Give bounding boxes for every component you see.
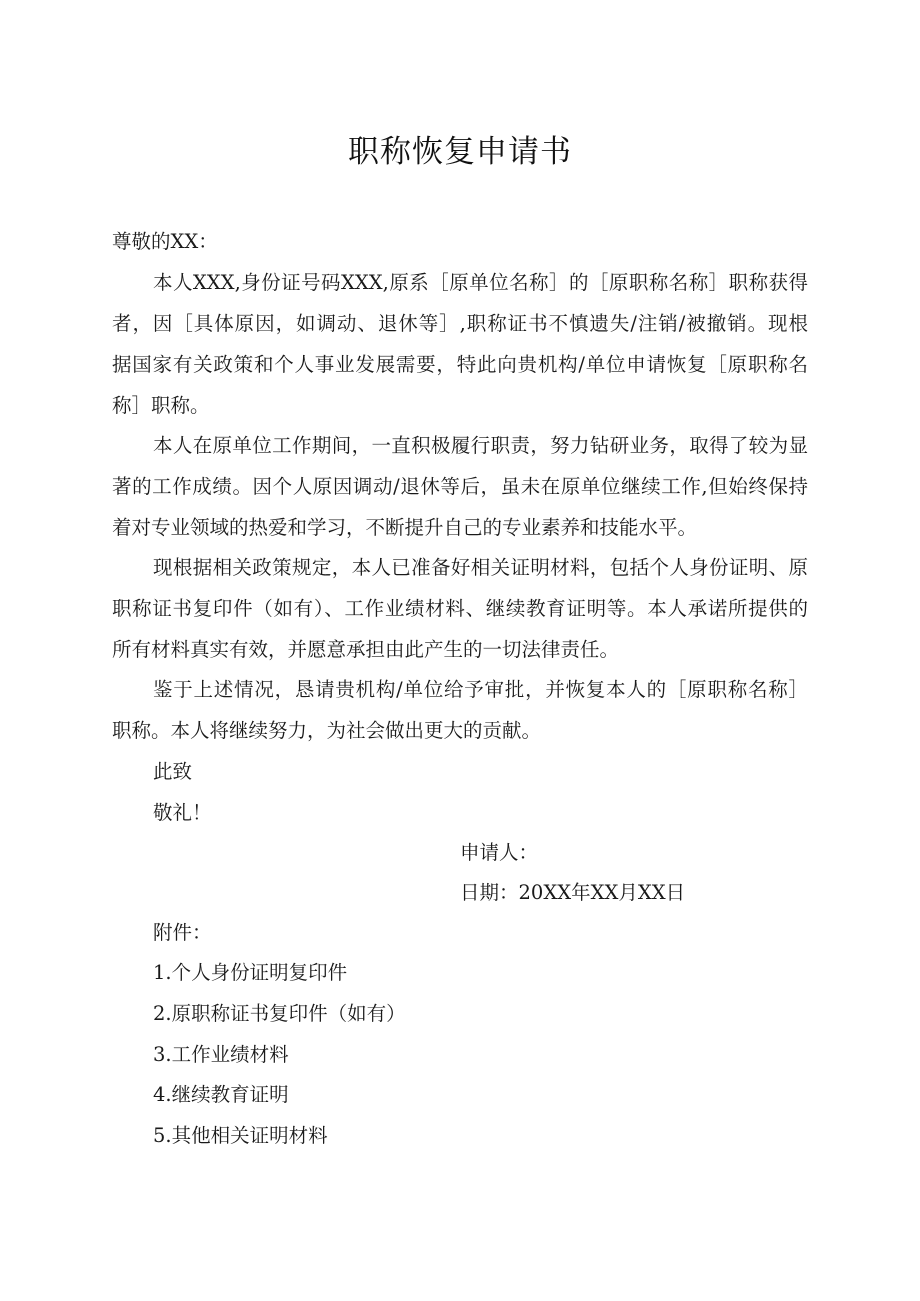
attachment-item-4: 4.继续教育证明 — [153, 1083, 289, 1106]
paragraph-2-line-3: 着对专业领域的热爱和学习，不断提升自己的专业素养和技能水平。 — [112, 516, 698, 539]
paragraph-3-line-3: 所有材料真实有效，并愿意承担由此产生的一切法律责任。 — [112, 638, 620, 661]
paragraph-1-line-1: 本人XXX,身份证号码XXX,原系［原单位名称］的［原职称名称］职称获得 — [153, 271, 808, 294]
closing-cizhi: 此致 — [153, 760, 193, 783]
attachment-item-5: 5.其他相关证明材料 — [153, 1124, 328, 1147]
closing-jingli: 敬礼！ — [153, 801, 212, 824]
attachments-label: 附件： — [153, 921, 212, 944]
paragraph-4-line-1: 鉴于上述情况，恳请贵机构/单位给予审批，并恢复本人的［原职称名称］ — [153, 678, 808, 701]
paragraph-1-line-2: 者，因［具体原因，如调动、退休等］,职称证书不慎遗失/注销/被撤销。现根 — [112, 312, 808, 335]
paragraph-3-line-2: 职称证书复印件（如有）、工作业绩材料、继续教育证明等。本人承诺所提供的 — [112, 597, 808, 620]
document-title: 职称恢复申请书 — [348, 134, 572, 170]
attachment-item-3: 3.工作业绩材料 — [153, 1043, 289, 1066]
paragraph-1-line-4: 称］职称。 — [112, 394, 210, 417]
paragraph-2-line-2: 著的工作成绩。因个人原因调动/退休等后，虽未在原单位继续工作,但始终保持 — [112, 475, 808, 498]
date-label: 日期：20XX年XX月XX日 — [460, 881, 686, 904]
applicant-label: 申请人： — [460, 841, 539, 864]
paragraph-3-line-1: 现根据相关政策规定，本人已准备好相关证明材料，包括个人身份证明、原 — [153, 556, 808, 579]
attachment-item-2: 2.原职称证书复印件（如有） — [153, 1002, 406, 1025]
attachment-item-1: 1.个人身份证明复印件 — [153, 961, 348, 984]
salutation: 尊敬的XX： — [112, 230, 218, 253]
paragraph-4-line-2: 职称。本人将继续努力，为社会做出更大的贡献。 — [112, 719, 542, 742]
paragraph-2-line-1: 本人在原单位工作期间，一直积极履行职责，努力钻研业务，取得了较为显 — [153, 434, 808, 457]
paragraph-1-line-3: 据国家有关政策和个人事业发展需要，特此向贵机构/单位申请恢复［原职称名 — [112, 353, 808, 376]
